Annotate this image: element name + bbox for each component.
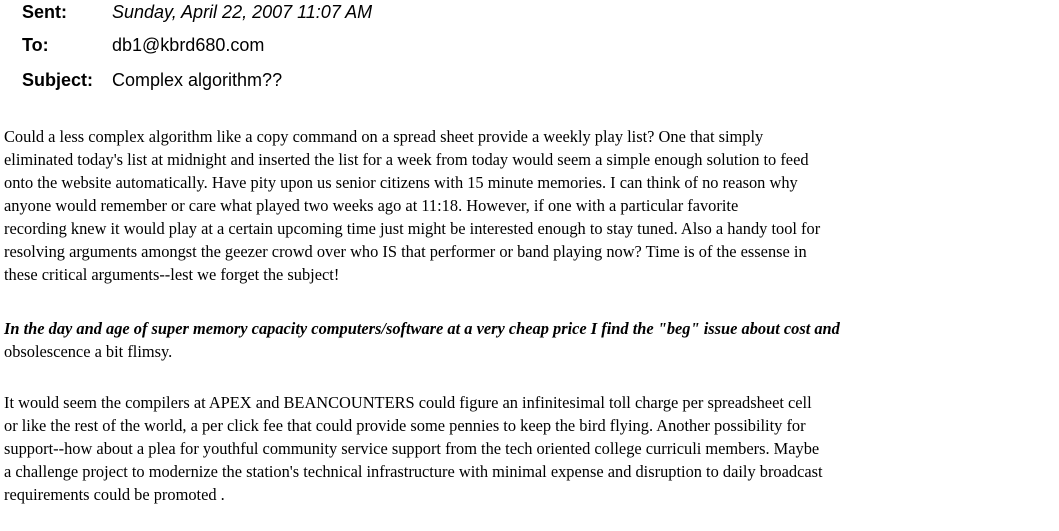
- paragraph-line: recording knew it would play at a certain upcoming time just might be interested enough to stay tuned. Also a handy tool for: [4, 219, 821, 238]
- sent-value: Sunday, April 22, 2007 11:07 AM: [112, 2, 373, 22]
- paragraph-line: support--how about a plea for youthful community service support from the tech oriented college curriculi members. Maybe: [4, 439, 820, 458]
- paragraph-2: [4, 317, 1056, 363]
- paragraph-line: anyone would remember or care what played two weeks ago at 11:18. However, if one with a particular favorite: [4, 196, 739, 215]
- paragraph-3: [4, 391, 1056, 506]
- paragraph-line: In the day and age of super memory capacity computers/software at a very cheap price I find the "beg" issue about cost and: [4, 319, 840, 338]
- paragraph-line: or like the rest of the world, a per click fee that could provide some pennies to keep the bird flying. Another possibility for: [4, 416, 806, 435]
- to-label: To:: [22, 35, 49, 55]
- paragraph-line: onto the website automatically. Have pity upon us senior citizens with 15 minute memories. I can think of no reason why: [4, 173, 798, 192]
- to-value: db1@kbrd680.com: [112, 35, 265, 55]
- paragraph-line: obsolescence a bit flimsy.: [4, 342, 173, 361]
- sent-label: Sent:: [22, 2, 67, 22]
- paragraph-1: [4, 125, 1056, 286]
- paragraph-line: a challenge project to modernize the station's technical infrastructure with minimal expense and disruption to daily broadcast: [4, 462, 823, 481]
- paragraph-line: Could a less complex algorithm like a copy command on a spread sheet provide a weekly play list? One that simply: [4, 127, 764, 146]
- paragraph-line: It would seem the compilers at APEX and BEANCOUNTERS could figure an infinitesimal toll charge per spreadsheet cell: [4, 393, 812, 412]
- paragraph-line: requirements could be promoted .: [4, 485, 225, 504]
- paragraph-line: these critical arguments--lest we forget the subject!: [4, 265, 340, 284]
- subject-value: Complex algorithm??: [112, 70, 283, 90]
- subject-label: Subject:: [22, 70, 94, 90]
- paragraph-line: resolving arguments amongst the geezer crowd over who IS that performer or band playing now? Time is of the essense in: [4, 242, 807, 261]
- paragraph-line: eliminated today's list at midnight and inserted the list for a week from today would seem a simple enough solution to feed: [4, 150, 809, 169]
